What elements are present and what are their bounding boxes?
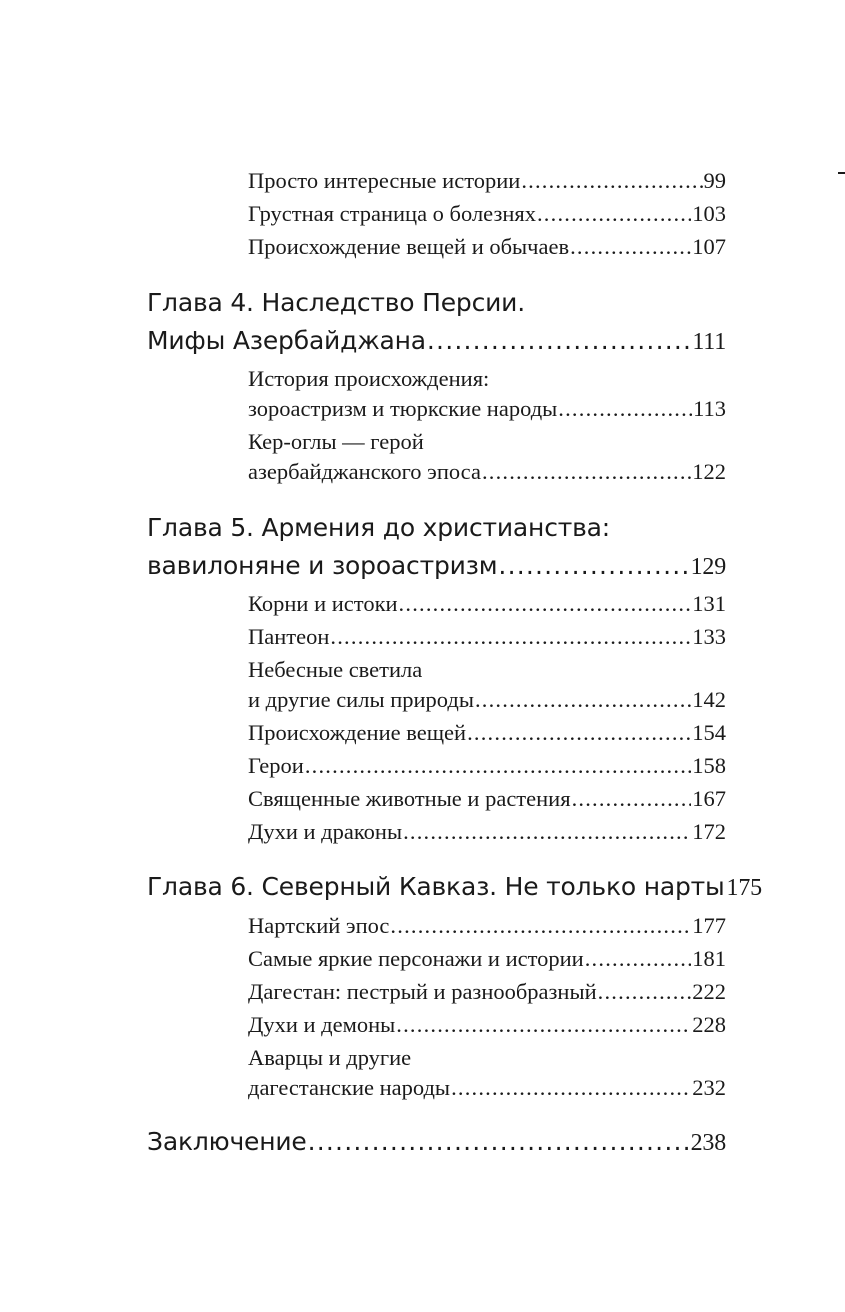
- dot-leader: [521, 168, 702, 194]
- toc-entry-title: и другие силы природы: [248, 687, 474, 712]
- toc-entry-line1: Кер-оглы — герой: [248, 429, 424, 454]
- toc-entry-zoroastrianism-turkic[interactable]: [248, 396, 726, 422]
- toc-page-number: 107: [692, 234, 726, 259]
- dot-leader: [403, 819, 691, 845]
- toc-page-number: 172: [692, 819, 726, 844]
- toc-entry-simply-interesting-stories[interactable]: [248, 168, 726, 194]
- toc-entry-title: Корни и истоки: [248, 591, 398, 616]
- dot-leader: [585, 946, 692, 972]
- dot-leader: [558, 396, 692, 422]
- toc-entry-sacred-animals-plants[interactable]: [248, 786, 726, 812]
- toc-entry-title: Происхождение вещей: [248, 720, 467, 745]
- toc-entry-avars-and-others[interactable]: [248, 1075, 726, 1101]
- toc-entry-title: Духи и демоны: [248, 1012, 396, 1037]
- dot-leader: [305, 753, 691, 779]
- toc-entry-ker-ogly[interactable]: [248, 459, 726, 485]
- toc-page-number: 181: [692, 946, 726, 971]
- dot-leader: [427, 326, 691, 355]
- toc-entry-heroes[interactable]: [248, 753, 726, 779]
- toc-entry-spirits-and-dragons[interactable]: [248, 819, 726, 845]
- toc-entry-dagestan[interactable]: [248, 979, 726, 1005]
- dot-leader: [399, 591, 692, 617]
- toc-chapter-4[interactable]: [147, 326, 726, 356]
- toc-page-number: 167: [692, 786, 726, 811]
- toc-entry-line1: Аварцы и другие: [248, 1045, 412, 1070]
- dot-leader: [498, 551, 689, 580]
- toc-page-number: 228: [692, 1012, 726, 1037]
- toc-entry-title: Пантеон: [248, 624, 330, 649]
- toc-page-number: 129: [690, 554, 726, 580]
- toc-entry-title: Глава 6. Северный Кавказ. Не только нарты: [147, 872, 725, 901]
- toc-entry-title: Происхождение вещей и обычаев: [248, 234, 570, 259]
- toc-entry-title: Заключение: [147, 1127, 307, 1156]
- dot-leader: [330, 624, 691, 650]
- toc-entry-title: Священные животные и растения: [248, 786, 571, 811]
- toc-entry-origin-of-things-customs[interactable]: [248, 234, 726, 260]
- toc-entry-title: Просто интересные истории: [248, 168, 521, 193]
- dot-leader: [482, 459, 691, 485]
- toc-entry-title: Духи и драконы: [248, 819, 403, 844]
- dot-leader: [572, 786, 692, 812]
- toc-page-number: 99: [703, 168, 726, 193]
- toc-page-number: 175: [726, 875, 762, 901]
- toc-entry-title: зороастризм и тюркские народы: [248, 396, 558, 421]
- dot-leader: [467, 720, 691, 746]
- toc-entry-brightest-characters[interactable]: [248, 946, 726, 972]
- dot-leader: [598, 979, 692, 1005]
- toc-entry-title: Грустная страница о болезнях: [248, 201, 536, 226]
- toc-page-number: 122: [692, 459, 726, 484]
- toc-page-number: 232: [692, 1075, 726, 1100]
- toc-entry-title: азербайджанского эпоса: [248, 459, 481, 484]
- toc-page-number: 238: [690, 1130, 726, 1156]
- toc-page-number: 158: [692, 753, 726, 778]
- toc-chapter-5-title-line1: Глава 5. Армения до христианства:: [147, 513, 610, 542]
- toc-entry-title: Дагестан: пестрый и разнообразный: [248, 979, 597, 1004]
- toc-entry-line1: Небесные светила: [248, 657, 423, 682]
- toc-page-number: 131: [692, 591, 726, 616]
- toc-page-number: 154: [692, 720, 726, 745]
- toc-entry-pantheon[interactable]: [248, 624, 726, 650]
- toc-entry-sad-page-diseases[interactable]: [248, 201, 726, 227]
- toc-page-number: 177: [692, 913, 726, 938]
- toc-entry-line1: История происхождения:: [248, 366, 490, 391]
- toc-entry-title: Нартский эпос: [248, 913, 390, 938]
- toc-entry-origin-of-things[interactable]: [248, 720, 726, 746]
- toc-entry-title: Мифы Азербайджана: [147, 326, 426, 355]
- toc-entry-title: Самые яркие персонажи и истории: [248, 946, 584, 971]
- toc-page-number: 222: [692, 979, 726, 1004]
- dot-leader: [475, 687, 691, 713]
- toc-chapter-5[interactable]: [147, 551, 726, 581]
- toc-conclusion[interactable]: [147, 1127, 726, 1157]
- toc-entry-title: Герои: [248, 753, 304, 778]
- toc-entry-title: дагестанские народы: [248, 1075, 451, 1100]
- toc-page-number: 111: [692, 329, 726, 355]
- dot-leader: [308, 1127, 690, 1156]
- toc-entry-celestial-bodies[interactable]: [248, 687, 726, 713]
- toc-chapter-6[interactable]: [147, 872, 762, 902]
- toc-entry-spirits-and-demons[interactable]: [248, 1012, 726, 1038]
- dot-leader: [537, 201, 691, 227]
- toc-chapter-4-title-line1: Глава 4. Наследство Персии.: [147, 288, 525, 317]
- dot-leader: [396, 1012, 691, 1038]
- toc-page-number: 142: [692, 687, 726, 712]
- toc-entry-nart-epic[interactable]: [248, 913, 726, 939]
- dot-leader: [390, 913, 691, 939]
- dot-leader: [451, 1075, 691, 1101]
- toc-page-number: 113: [693, 396, 726, 421]
- toc-page-number: 133: [692, 624, 726, 649]
- toc-page-number: 103: [692, 201, 726, 226]
- dot-leader: [570, 234, 691, 260]
- toc-entry-roots-and-sources[interactable]: [248, 591, 726, 617]
- toc-entry-title: вавилоняне и зороастризм: [147, 551, 498, 580]
